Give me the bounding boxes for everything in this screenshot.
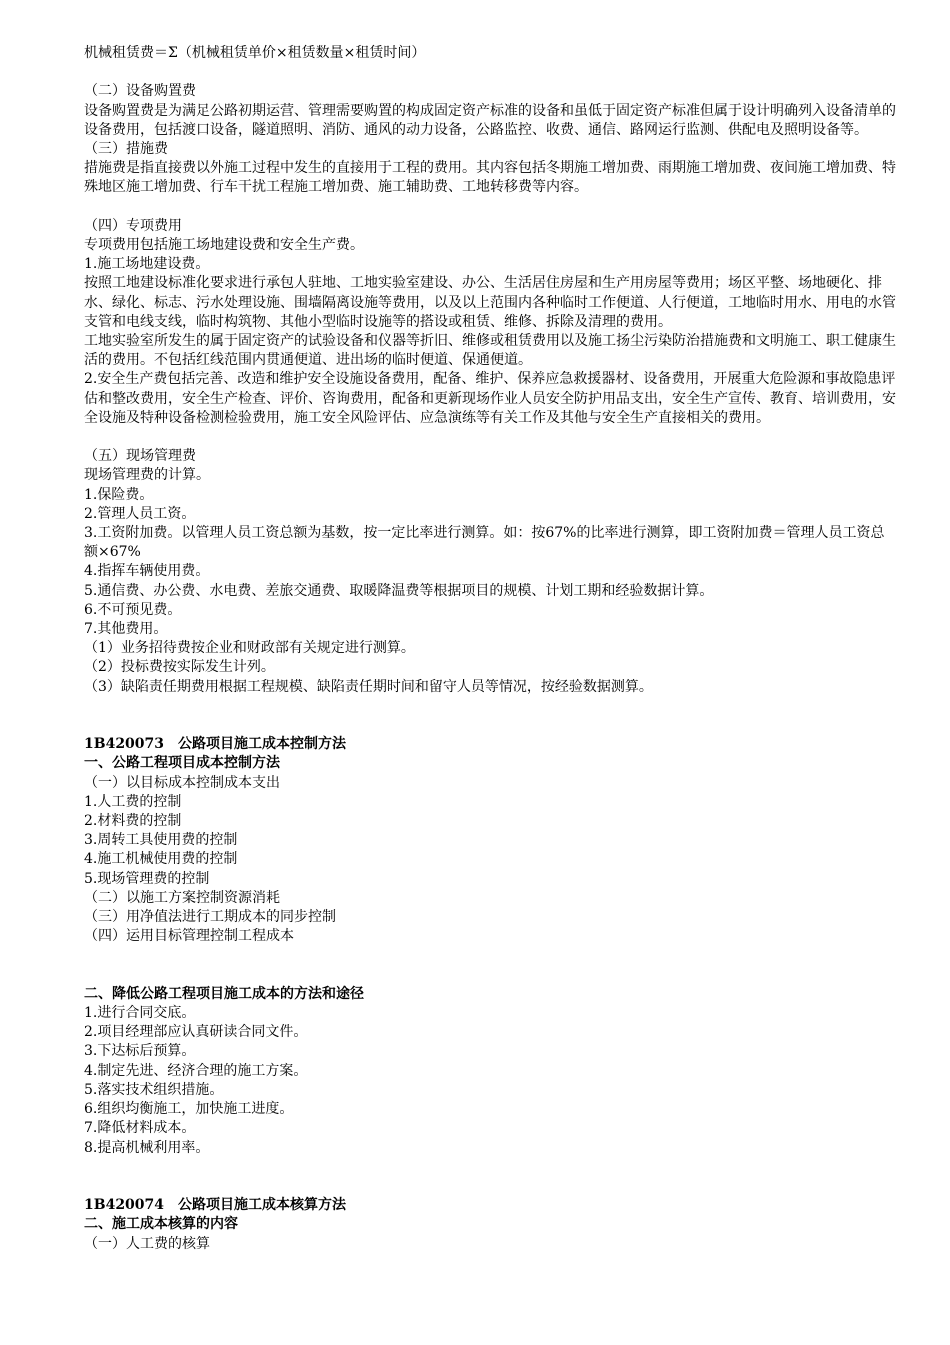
list-item: 1.施工场地建设费。 — [84, 256, 210, 273]
document-page — [84, 44, 898, 1254]
list-item: （1）业务招待费按企业和财政部有关规定进行测算。 — [84, 640, 415, 657]
heading-cost-control-methods: 一、公路工程项目成本控制方法 — [84, 755, 280, 772]
list-item: 2.项目经理部应认真研读合同文件。 — [84, 1024, 308, 1041]
list-item: 6.组织均衡施工，加快施工进度。 — [84, 1101, 294, 1118]
paragraph-safety-fees: 2.安全生产费包括完善、改造和维护安全设施设备费用，配备、维护、保养应急救援器材、设备费用，开展重大危险源和事故隐患评估和整改费用，安全生产检查、评价、咨询费用，配备和更新现场作业人员安全防护用品支出，安全生产宣传、教育、培训费用，安全设施及特种设备检测检验费用，施工安全风险评估、应急演练等有关工作及其他与安全生产直接相关的费用。 — [84, 371, 896, 426]
list-item: 4.指挥车辆使用费。 — [84, 563, 210, 580]
list-item: （一）以目标成本控制成本支出 — [84, 774, 280, 791]
heading-reduce-cost: 二、降低公路工程项目施工成本的方法和途径 — [84, 985, 364, 1002]
list-item: 5.通信费、办公费、水电费、差旅交通费、取暖降温费等根据项目的规模、计划工期和经验数据计算。 — [84, 582, 714, 599]
list-item: 4.施工机械使用费的控制 — [84, 851, 238, 868]
heading-1b420073: 1B420073 公路项目施工成本控制方法 — [84, 736, 347, 753]
list-item: 1.进行合同交底。 — [84, 1005, 196, 1022]
list-item: 4.制定先进、经济合理的施工方案。 — [84, 1062, 308, 1079]
heading-cost-accounting-content: 二、施工成本核算的内容 — [84, 1216, 238, 1233]
paragraph-site-construction: 按照工地建设标准化要求进行承包人驻地、工地实验室建设、办公、生活居住房屋和生产用房屋等费用；场区平整、场地硬化、排水、绿化、标志、污水处理设施、围墙隔离设施等费用，以及以上范围内各种临时工作便道、人行便道，工地临时用水、用电的水管支管和电线支线，临时构筑物、其他小型临时设施等的搭设或租赁、维修、拆除及清理的费用。 — [84, 275, 896, 330]
list-item: 8.提高机械利用率。 — [84, 1139, 210, 1156]
heading-1b420074: 1B420074 公路项目施工成本核算方法 — [84, 1197, 347, 1214]
list-item: 1.保险费。 — [84, 486, 154, 503]
list-item: 1.人工费的控制 — [84, 793, 182, 810]
section-heading-equipment-purchase: （二）设备购置费 — [84, 83, 196, 100]
list-item: 3.工资附加费。以管理人员工资总额为基数，按一定比率进行测算。如：按67%的比率进行测算，即工资附加费＝管理人员工资总额×67% — [84, 525, 885, 561]
section-heading-special-fees: （四）专项费用 — [84, 217, 182, 234]
list-item: 2.材料费的控制 — [84, 813, 182, 830]
list-item: （3）缺陷责任期费用根据工程规模、缺陷责任期时间和留守人员等情况，按经验数据测算。 — [84, 678, 653, 695]
list-item: （四）运用目标管理控制工程成本 — [84, 928, 294, 945]
formula-machinery-rental: 机械租赁费＝Σ（机械租赁单价×租赁数量×租赁时间） — [84, 45, 426, 61]
list-item: 7.降低材料成本。 — [84, 1120, 196, 1137]
paragraph-site-management: 现场管理费的计算。 — [84, 467, 210, 484]
paragraph-equipment-purchase: 设备购置费是为满足公路初期运营、管理需要购置的构成固定资产标准的设备和虽低于固定资产标准但属于设计明确列入设备清单的设备费用，包括渡口设备，隧道照明、消防、通风的动力设备，公路监控、收费、通信、路网运行监测、供配电及照明设备等。 — [84, 102, 896, 138]
list-item: 5.落实技术组织措施。 — [84, 1081, 224, 1098]
list-item: 5.现场管理费的控制 — [84, 870, 210, 887]
list-item: （二）以施工方案控制资源消耗 — [84, 889, 280, 906]
section-heading-site-management: （五）现场管理费 — [84, 448, 196, 465]
list-item: 7.其他费用。 — [84, 621, 168, 638]
list-item: 3.下达标后预算。 — [84, 1043, 196, 1060]
list-item: 6.不可预见费。 — [84, 601, 182, 618]
paragraph-measures: 措施费是指直接费以外施工过程中发生的直接用于工程的费用。其内容包括冬期施工增加费、雨期施工增加费、夜间施工增加费、特殊地区施工增加费、行车干扰工程施工增加费、施工辅助费、工地转移费等内容。 — [84, 160, 896, 196]
section-heading-measures: （三）措施费 — [84, 141, 168, 157]
list-item: （一）人工费的核算 — [84, 1235, 210, 1252]
paragraph-special-fees: 专项费用包括施工场地建设费和安全生产费。 — [84, 237, 364, 253]
list-item: 3.周转工具使用费的控制 — [84, 832, 238, 849]
list-item: （2）投标费按实际发生计列。 — [84, 659, 275, 676]
list-item: 2.管理人员工资。 — [84, 505, 196, 522]
list-item: （三）用净值法进行工期成本的同步控制 — [84, 909, 336, 926]
paragraph-lab-fees: 工地实验室所发生的属于固定资产的试验设备和仪器等折旧、维修或租赁费用以及施工扬尘污染防治措施费和文明施工、职工健康生活的费用。不包括红线范围内贯通便道、进出场的临时便道、保通便道。 — [84, 333, 896, 369]
